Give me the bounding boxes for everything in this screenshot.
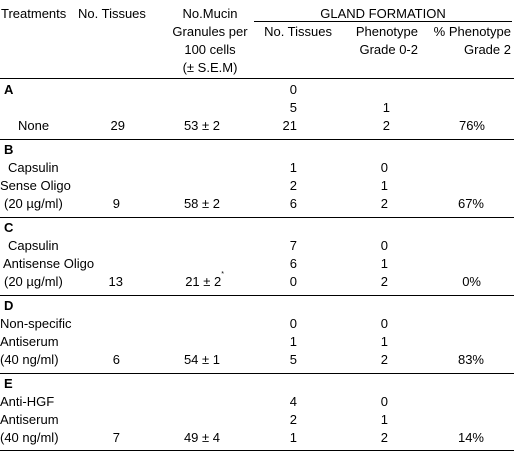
group-b-gf-no-tissues-0: 1 [289, 160, 297, 175]
group-b-treatment-line-2: Sense Oligo [0, 178, 71, 193]
group-a-gf-no-tissues-2: 21 [282, 118, 297, 133]
group-c-grade-1: 1 [380, 256, 388, 271]
group-b-grade-0: 0 [380, 160, 388, 175]
group-d-treatment-line-1: Non-specific [0, 316, 72, 331]
group-a-grade-1: 1 [382, 100, 390, 115]
group-e-gf-no-tissues-2: 1 [289, 430, 297, 445]
header-treatments: Treatments [1, 6, 67, 21]
header-mucin-line-2: Granules per [172, 24, 248, 39]
group-c-treatment-line-3: (20 µg/ml) [4, 274, 63, 289]
header-phenotype-line-1: Phenotype [355, 24, 418, 39]
group-e-grade-2: 2 [380, 430, 388, 445]
group-e-gf-no-tissues-0: 4 [289, 394, 297, 409]
group-d-grade-0: 0 [380, 316, 388, 331]
group-c-grade-2: 2 [380, 274, 388, 289]
group-c-mucin: 21 ± 2* [185, 270, 224, 289]
header-rule [0, 78, 514, 79]
header-no-tissues: No. Tissues [78, 6, 146, 21]
group-d-gf-no-tissues-0: 0 [289, 316, 297, 331]
group-c-letter: C [4, 220, 14, 235]
group-a-rule [0, 139, 514, 140]
group-a-grade-2: 2 [382, 118, 390, 133]
group-a-mucin: 53 ± 2 [183, 118, 220, 133]
header-mucin-line-4: (± S.E.M) [182, 60, 238, 75]
group-c-treatment-line-1: Capsulin [8, 238, 59, 253]
group-d-gf-no-tissues-2: 5 [289, 352, 297, 367]
group-e-treatment-line-2: Antiserum [0, 412, 59, 427]
group-b-no-tissues: 9 [112, 196, 120, 211]
group-a-gf-no-tissues-1: 5 [289, 100, 297, 115]
group-e-treatment-line-1: Anti-HGF [0, 394, 55, 409]
group-b-treatment-line-3: (20 µg/ml) [4, 196, 63, 211]
group-c-treatment-line-2: Antisense Oligo [3, 256, 95, 271]
group-b-grade-2: 2 [380, 196, 388, 211]
group-c-no-tissues: 13 [108, 274, 123, 289]
group-b-rule [0, 217, 514, 218]
group-a-gf-no-tissues-0: 0 [289, 82, 297, 97]
group-d-rule [0, 373, 514, 374]
group-b-gf-no-tissues-2: 6 [289, 196, 297, 211]
group-d-grade-2: 2 [380, 352, 388, 367]
group-e-treatment-line-3: (40 ng/ml) [0, 430, 59, 445]
group-b-treatment-line-1: Capsulin [8, 160, 59, 175]
group-d-letter: D [4, 298, 14, 313]
group-e-grade-0: 0 [380, 394, 388, 409]
group-c-grade-0: 0 [380, 238, 388, 253]
group-a-treatment-line-3: None [18, 118, 50, 133]
group-d-pct: 83% [457, 352, 484, 367]
group-b-pct: 67% [457, 196, 484, 211]
group-a-pct: 76% [458, 118, 485, 133]
group-d-gf-no-tissues-1: 1 [289, 334, 297, 349]
group-c-gf-no-tissues-0: 7 [289, 238, 297, 253]
table-bottom-rule [0, 450, 514, 451]
group-e-gf-no-tissues-1: 2 [289, 412, 297, 427]
group-b-letter: B [4, 142, 14, 157]
group-b-mucin: 58 ± 2 [183, 196, 220, 211]
group-c-gf-no-tissues-2: 0 [289, 274, 297, 289]
group-c-gf-no-tissues-1: 6 [289, 256, 297, 271]
group-d-treatment-line-2: Antiserum [0, 334, 59, 349]
header-pct-line-2: Grade 2 [464, 42, 511, 57]
group-b-gf-no-tissues-1: 2 [289, 178, 297, 193]
group-a-no-tissues: 29 [110, 118, 125, 133]
header-mucin-line-3: 100 cells [184, 42, 236, 57]
group-e-no-tissues: 7 [112, 430, 120, 445]
group-e-pct: 14% [457, 430, 484, 445]
group-d-grade-1: 1 [380, 334, 388, 349]
header-mucin-line-1: No.Mucin [182, 6, 238, 21]
group-d-mucin: 54 ± 1 [183, 352, 220, 367]
header-pct-line-1: % Phenotype [433, 24, 511, 39]
group-e-letter: E [4, 376, 13, 391]
header-phenotype-line-2: Grade 0-2 [359, 42, 418, 57]
group-c-rule [0, 295, 514, 296]
gland-formation-rule [254, 21, 512, 22]
group-d-treatment-line-3: (40 ng/ml) [0, 352, 59, 367]
group-e-mucin: 49 ± 4 [183, 430, 220, 445]
header-gf-no-tissues: No. Tissues [264, 24, 332, 39]
group-d-no-tissues: 6 [112, 352, 120, 367]
group-e-grade-1: 1 [380, 412, 388, 427]
header-gland-formation: GLAND FORMATION [320, 6, 446, 21]
group-a-letter: A [4, 82, 14, 97]
group-c-pct: 0% [462, 274, 481, 289]
group-b-grade-1: 1 [380, 178, 388, 193]
